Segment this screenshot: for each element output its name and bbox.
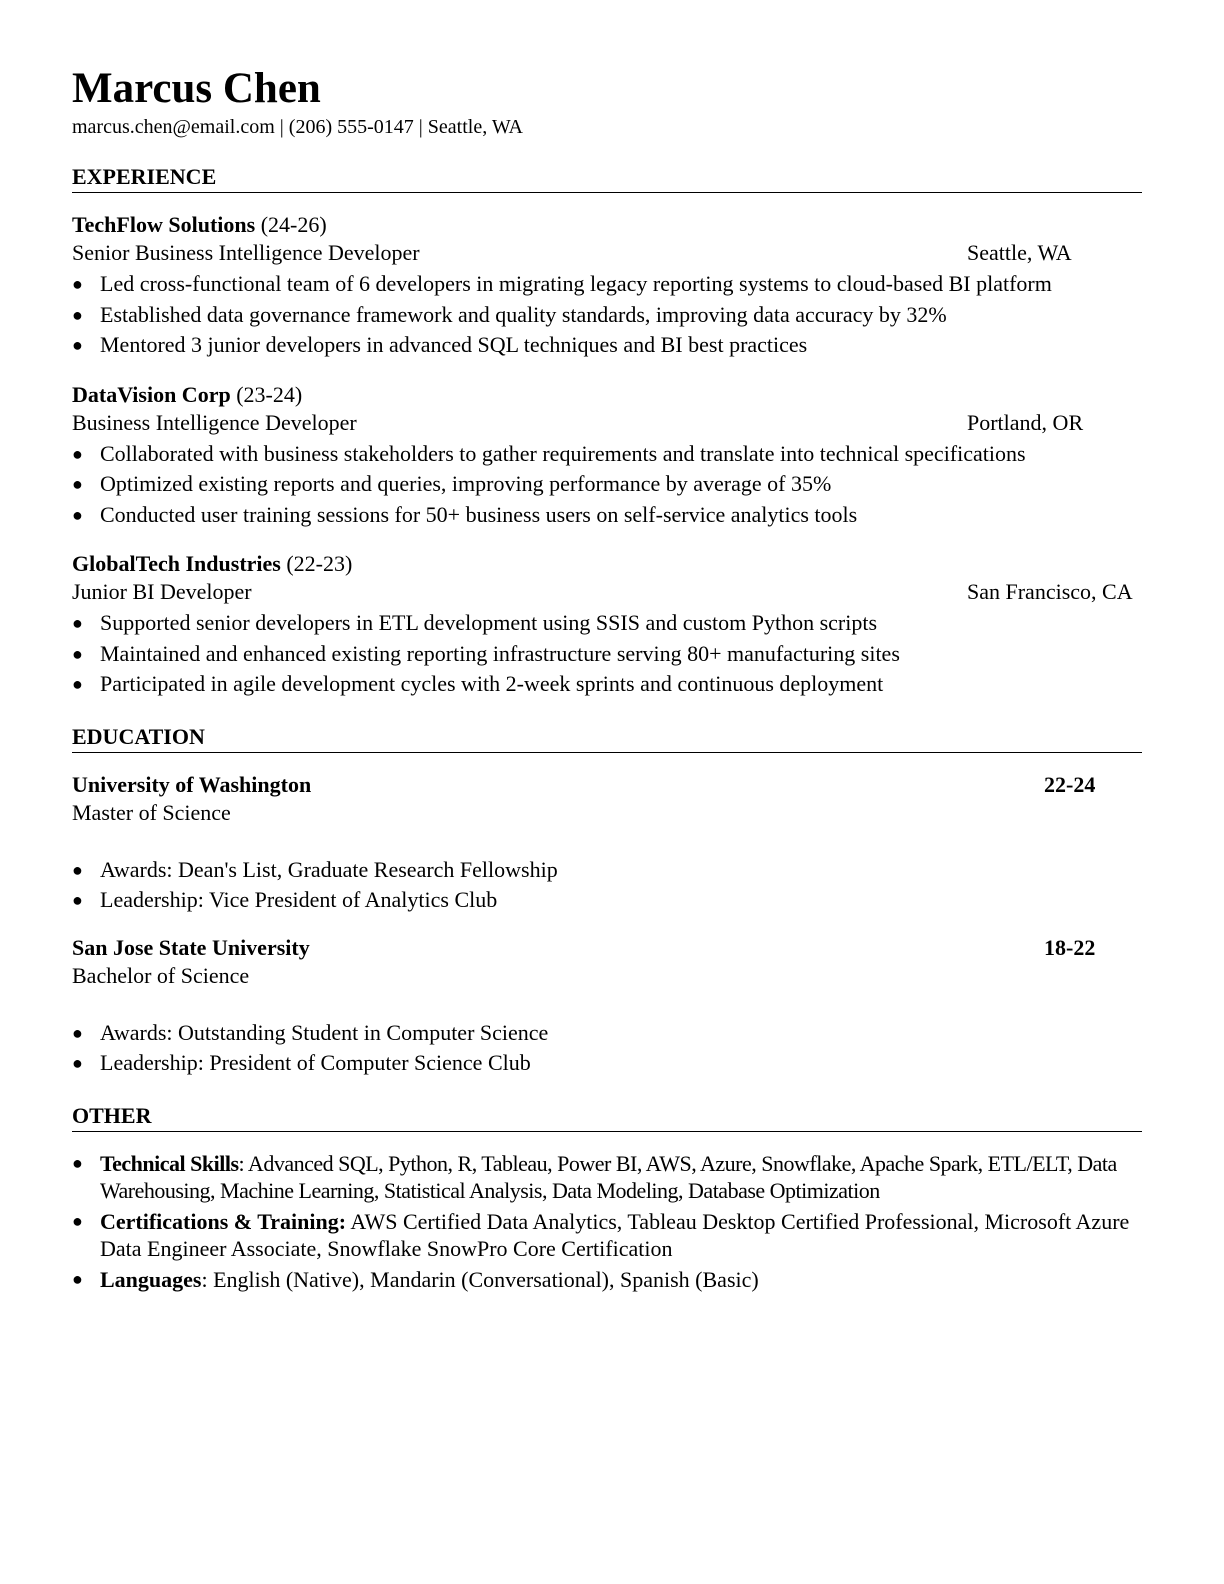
bullet-icon: ●	[72, 1053, 83, 1073]
bullet-item: ● Leadership: Vice President of Analytics Club	[72, 885, 1142, 916]
bullet-icon: ●	[72, 474, 83, 494]
job-dates: (22-23)	[286, 551, 353, 576]
bullet-item: ● Mentored 3 junior developers in advanced SQL techniques and BI best practices	[72, 330, 1142, 361]
bullet-icon: ●	[72, 274, 83, 294]
job-header	[72, 381, 1142, 409]
resume-page	[72, 64, 1142, 1296]
school-name: University of Washington	[72, 771, 312, 797]
bullet-icon: ●	[72, 1210, 83, 1231]
bullet-item: ● Leadership: President of Computer Science Club	[72, 1048, 1142, 1079]
education-entry	[72, 934, 1142, 1079]
job-location: San Francisco, CA	[967, 579, 1133, 604]
bullet-icon: ●	[72, 890, 83, 910]
bullet-item: ● Led cross-functional team of 6 developers in migrating legacy reporting systems to cloud-based BI platform	[72, 269, 1142, 300]
job-role-row	[72, 239, 1142, 267]
job-entry	[72, 381, 1142, 531]
bullet-icon: ●	[72, 674, 83, 694]
bullet-item: ● Optimized existing reports and queries, improving performance by average of 35%	[72, 469, 1142, 500]
education-header	[72, 771, 1142, 799]
job-header	[72, 550, 1142, 578]
bullet-item: ● Collaborated with business stakeholders to gather requirements and translate into technical specifications	[72, 439, 1142, 470]
job-entry	[72, 550, 1142, 700]
bullet-icon: ●	[72, 335, 83, 355]
bullet-icon: ●	[72, 1268, 83, 1289]
school-name: San Jose State University	[72, 934, 310, 960]
bullet-item: ● Established data governance framework and quality standards, improving data accuracy by 32%	[72, 300, 1142, 331]
bullet-item: ● Awards: Dean's List, Graduate Research Fellowship	[72, 855, 1142, 886]
bullet-item: ● Participated in agile development cycles with 2-week sprints and continuous deployment	[72, 669, 1142, 700]
job-bullets	[72, 608, 1142, 700]
school-years: 22-24	[1044, 771, 1096, 797]
bullet-icon: ●	[72, 643, 83, 664]
degree: Master of Science	[72, 799, 231, 825]
job-location: Portland, OR	[967, 409, 1084, 435]
degree: Bachelor of Science	[72, 962, 250, 988]
job-dates: (23-24)	[236, 381, 303, 407]
bullet-icon: ●	[72, 859, 83, 880]
job-title: Junior BI Developer	[72, 579, 252, 604]
school-years: 18-22	[1044, 934, 1096, 960]
bullet-icon: ●	[72, 1152, 83, 1173]
company-name: DataVision Corp	[72, 381, 231, 407]
education-bullets	[72, 1018, 1142, 1079]
bullet-icon: ●	[72, 504, 83, 525]
other-label: Certifications & Training:	[100, 1208, 347, 1234]
education-heading: EDUCATION	[72, 724, 1142, 753]
job-header	[72, 211, 1142, 239]
bullet-item: ● Maintained and enhanced existing reporting infrastructure serving 80+ manufacturing sites	[72, 639, 1142, 670]
bullet-item: ● Awards: Outstanding Student in Computer Science	[72, 1018, 1142, 1049]
job-title: Senior Business Intelligence Developer	[72, 240, 420, 265]
education-entry	[72, 771, 1142, 916]
bullet-item: ● Conducted user training sessions for 50+ business users on self-service analytics tools	[72, 500, 1142, 531]
bullet-icon: ●	[72, 304, 83, 325]
job-location: Seattle, WA	[967, 240, 1072, 265]
other-item-languages: ● Languages: English (Native), Mandarin (Conversational), Spanish (Basic)	[72, 1266, 759, 1292]
other-heading: OTHER	[72, 1103, 1142, 1132]
bullet-item: ● Supported senior developers in ETL development using SSIS and custom Python scripts	[72, 608, 1142, 639]
job-bullets	[72, 269, 1142, 361]
job-title: Business Intelligence Developer	[72, 409, 357, 435]
bullet-icon: ●	[72, 443, 83, 464]
other-label: Languages	[100, 1266, 202, 1292]
bullet-icon: ●	[72, 613, 83, 633]
job-bullets	[72, 439, 1142, 531]
other-label: Technical Skills	[100, 1150, 239, 1176]
company-name: TechFlow Solutions	[72, 212, 256, 237]
other-item-certifications: ● Certifications & Training: AWS Certified Data Analytics, Tableau Desktop Certified Professional, Microsoft Azure Data Engineer Associate, Snowflake SnowPro Core Certification	[72, 1208, 1130, 1261]
job-role-row	[72, 578, 1142, 606]
education-bullets	[72, 855, 1142, 916]
job-role-row	[72, 409, 1142, 437]
bullet-icon: ●	[72, 1022, 83, 1043]
resume-name: Marcus Chen	[72, 65, 321, 112]
other-list	[72, 1150, 1142, 1294]
job-dates: (24-26)	[260, 212, 327, 237]
education-header	[72, 934, 1142, 962]
job-entry	[72, 211, 1142, 361]
experience-heading: EXPERIENCE	[72, 164, 1142, 193]
company-name: GlobalTech Industries	[72, 551, 281, 576]
other-item-skills: ● Technical Skills: Advanced SQL, Python, R, Tableau, Power BI, AWS, Azure, Snowflake, Apache Spark, ETL/ELT, Data Warehousing, Machine Learning, Statistical Analysis, Data Modeling, Database Optimization	[72, 1150, 1117, 1203]
contact-line: marcus.chen@email.com | (206) 555-0147 | Seattle, WA	[72, 116, 523, 138]
